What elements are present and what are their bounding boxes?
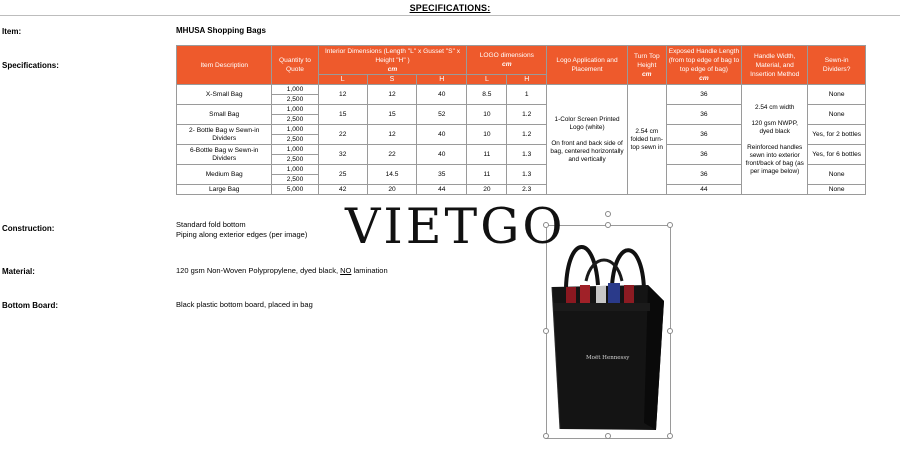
- header-exposed-handle: [666, 46, 742, 85]
- row-exposed: 36: [666, 145, 742, 165]
- header-interior-text: Interior Dimensions (Length "L" x Gusset "S" x Height "H" ): [324, 47, 461, 64]
- row-dividers: None: [808, 85, 866, 105]
- header-turn-top-unit: cm: [642, 70, 652, 78]
- bottom-board-label: Bottom Board:: [2, 301, 58, 310]
- header-handle-method: Handle Width, Material, and Insertion Method: [742, 46, 808, 85]
- header-logo-dimensions: [467, 46, 547, 75]
- row-l: 12: [318, 85, 367, 105]
- material-value: [176, 266, 388, 276]
- row-qty: 1,000: [272, 125, 318, 135]
- row-item: Large Bag: [177, 185, 272, 195]
- row-h: 40: [417, 145, 467, 165]
- header-exposed-text: Exposed Handle Length (from top edge of bag to top edge of bag): [668, 48, 740, 73]
- header-logo-application: Logo Application and Placement: [547, 46, 628, 85]
- item-label: Item:: [2, 27, 22, 36]
- logo-application-cell: 1-Color Screen Printed Logo (white) On front and back side of bag, centered horizontally and vertically: [547, 85, 628, 195]
- row-dividers: None: [808, 105, 866, 125]
- header-interior-dimensions: [318, 46, 467, 75]
- row-h: 40: [417, 85, 467, 105]
- row-logo-h: 1.2: [507, 125, 547, 145]
- row-s: 15: [367, 105, 416, 125]
- row-logo-h: 2.3: [507, 185, 547, 195]
- row-l: 25: [318, 165, 367, 185]
- row-h: 40: [417, 125, 467, 145]
- resize-handle-bottom-right[interactable]: [667, 433, 673, 439]
- row-logo-h: 1: [507, 85, 547, 105]
- shopping-bag-illustration: [546, 225, 671, 437]
- material-text: 120 gsm Non-Woven Polypropylene, dyed black,: [176, 266, 341, 275]
- row-item: Small Bag: [177, 105, 272, 125]
- row-qty: 1,000: [272, 85, 318, 95]
- construction-line-1: Standard fold bottom: [176, 220, 246, 229]
- row-l: 22: [318, 125, 367, 145]
- material-label: Material:: [2, 267, 35, 276]
- sub-header-logo-l: L: [467, 75, 507, 85]
- header-sewn-dividers: Sewn-in Dividers?: [808, 46, 866, 85]
- header-logo-dim-text: LOGO dimensions: [479, 52, 534, 59]
- row-dividers: Yes, for 6 bottles: [808, 145, 866, 165]
- row-s: 12: [367, 85, 416, 105]
- row-dividers: None: [808, 185, 866, 195]
- construction-value: [176, 220, 307, 240]
- header-interior-unit: cm: [387, 65, 398, 73]
- row-logo-l: 11: [467, 165, 507, 185]
- material-no: NO: [340, 266, 352, 275]
- row-exposed: 44: [666, 185, 742, 195]
- row-item: 2- Bottle Bag w Sewn-in Dividers: [177, 125, 272, 145]
- row-logo-h: 1.3: [507, 145, 547, 165]
- row-h: 52: [417, 105, 467, 125]
- row-s: 12: [367, 125, 416, 145]
- row-s: 14.5: [367, 165, 416, 185]
- header-exposed-unit: cm: [699, 75, 709, 82]
- item-value: MHUSA Shopping Bags: [176, 26, 266, 35]
- row-qty: 5,000: [272, 185, 318, 195]
- handle-method-cell: 2.54 cm width 120 gsm NWPP, dyed black Reinforced handles sewn into exterior front/back of bag (as per image below): [742, 85, 808, 195]
- row-exposed: 36: [666, 165, 742, 185]
- resize-handle-top-right[interactable]: [667, 222, 673, 228]
- resize-handle-right[interactable]: [667, 328, 673, 334]
- row-logo-l: 10: [467, 105, 507, 125]
- row-exposed: 36: [666, 125, 742, 145]
- material-text-end: lamination: [351, 266, 388, 275]
- row-qty: 1,000: [272, 165, 318, 175]
- sub-header-s: S: [367, 75, 416, 85]
- header-turn-top-text: Turn Top Height: [633, 52, 660, 69]
- header-turn-top: [627, 46, 666, 85]
- row-logo-l: 11: [467, 145, 507, 165]
- bottom-board-value: Black plastic bottom board, placed in bag: [176, 300, 313, 309]
- sub-header-h: H: [417, 75, 467, 85]
- row-item: Medium Bag: [177, 165, 272, 185]
- row-item: X-Small Bag: [177, 85, 272, 105]
- construction-label: Construction:: [2, 224, 55, 233]
- row-logo-h: 1.3: [507, 165, 547, 185]
- sub-header-l: L: [318, 75, 367, 85]
- row-l: 32: [318, 145, 367, 165]
- row-qty: 1,000: [272, 105, 318, 115]
- row-h: 44: [417, 185, 467, 195]
- row-exposed: 36: [666, 105, 742, 125]
- row-l: 42: [318, 185, 367, 195]
- row-exposed: 36: [666, 85, 742, 105]
- row-logo-h: 1.2: [507, 105, 547, 125]
- construction-line-2: Piping along exterior edges (per image): [176, 230, 308, 239]
- specifications-label: Specifications:: [2, 61, 59, 70]
- row-qty: 2,500: [272, 95, 318, 105]
- turn-top-cell: 2.54 cm folded turn-top sewn in: [627, 85, 666, 195]
- page-title: SPECIFICATIONS:: [409, 3, 491, 13]
- row-l: 15: [318, 105, 367, 125]
- header-quantity: Quantity to Quote: [272, 46, 318, 85]
- row-item: 6-Bottle Bag w Sewn-in Dividers: [177, 145, 272, 165]
- header-item-description: Item Description: [177, 46, 272, 85]
- sub-header-logo-h: H: [507, 75, 547, 85]
- row-logo-l: 10: [467, 125, 507, 145]
- row-h: 35: [417, 165, 467, 185]
- resize-handle-left[interactable]: [543, 328, 549, 334]
- row-logo-l: 8.5: [467, 85, 507, 105]
- resize-handle-bottom-left[interactable]: [543, 433, 549, 439]
- row-dividers: None: [808, 165, 866, 185]
- row-qty: 2,500: [272, 115, 318, 125]
- header-divider: [0, 15, 900, 16]
- row-qty: 1,000: [272, 145, 318, 155]
- bag-image[interactable]: [546, 225, 671, 437]
- row-s: 20: [367, 185, 416, 195]
- row-qty: 2,500: [272, 155, 318, 165]
- resize-handle-top[interactable]: [605, 222, 611, 228]
- header-logo-dim-unit: cm: [502, 61, 512, 68]
- resize-handle-bottom[interactable]: [605, 433, 611, 439]
- row-logo-l: 20: [467, 185, 507, 195]
- rotate-handle[interactable]: [605, 211, 611, 217]
- row-s: 22: [367, 145, 416, 165]
- row-dividers: Yes, for 2 bottles: [808, 125, 866, 145]
- row-qty: 2,500: [272, 175, 318, 185]
- bag-brand-text: Moët Hennessy: [586, 355, 630, 361]
- vietgo-watermark: VIETGO: [345, 198, 566, 255]
- specifications-table: [176, 45, 866, 195]
- row-qty: 2,500: [272, 135, 318, 145]
